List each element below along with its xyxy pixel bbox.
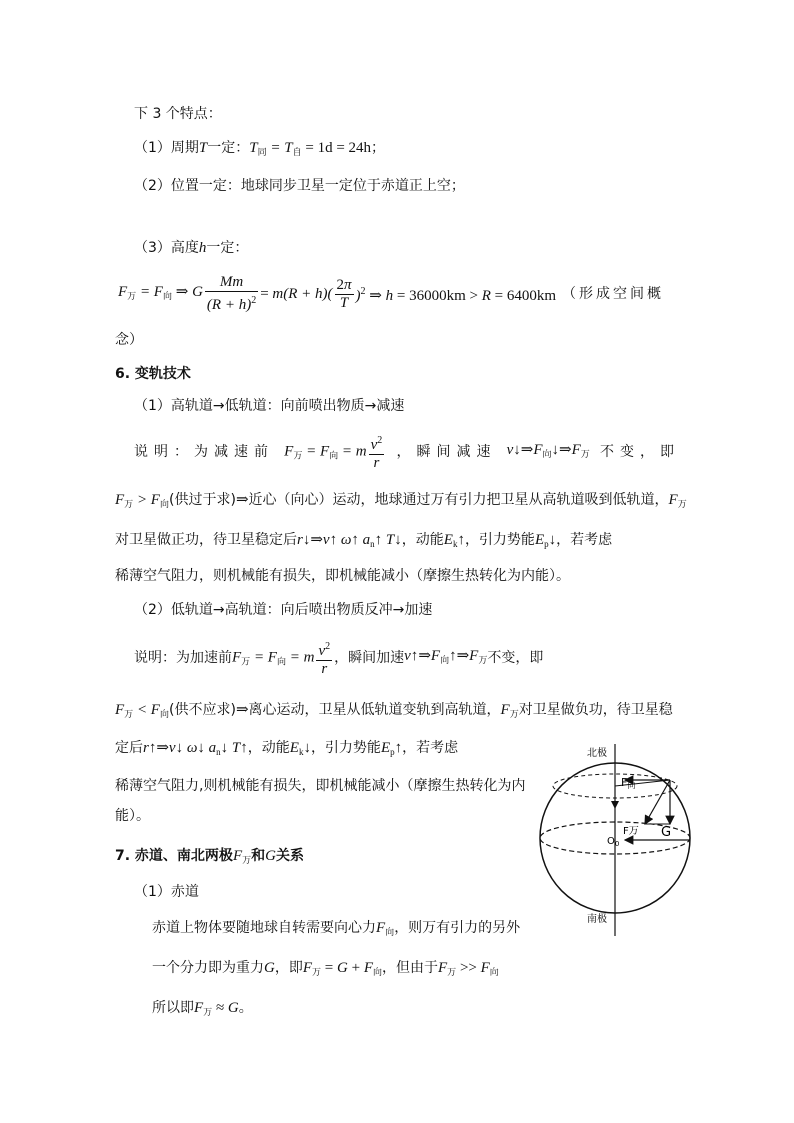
equator-line-1: 赤道上物体要随地球自转需要向心力$F_向$，则万有引力的另外 — [152, 920, 521, 937]
point-period: （1）周期T一定：$T_同 = T_自 = 1d = 24h$； — [134, 140, 386, 157]
section-6-1: （1）高轨道→低轨道：向前喷出物质→减速 — [134, 398, 405, 414]
explanation-2-line-5: 能）。 — [115, 808, 150, 824]
height-formula: $F_万 = F_向$ ⇒ G $\frac{Mm}{(R + h)^2}$ = m(R + h)( $\frac{2\pi}{T}$ )$^2$ ⇒ h = 36000km > R = 6400km （形成空间概 — [118, 274, 665, 313]
explanation-1: 说明：为减速前 $F_万 = F_向 = m$ $\frac{v^2}{r}$ ，瞬间减速 $v↓\Rightarrow F_向↓\Rightarrow F_万$ 不变，即 — [134, 432, 680, 472]
north-pole-label: 北极 — [587, 748, 607, 759]
explanation-2-line-2: $F_万 < F_向$(供不应求)⇒离心运动，卫星从低轨道变轨到高轨道，$F_万$对卫星做负功，待卫星稳 — [115, 702, 673, 719]
equator-line-2: 一个分力即为重力G，即$F_万 = G + F_向$，但由于$F_万 >> F_向$ — [152, 960, 499, 977]
explanation-1-line-2: $F_万 > F_向$(供过于求)⇒近心（向心）运动，地球通过万有引力把卫星从高轨道吸到低轨道，$F_万$ — [115, 492, 687, 509]
f-centripetal-label: F向 — [621, 776, 636, 790]
explanation-2-line-4: 稀薄空气阻力,则机械能有损失，即机械能减小（摩擦生热转化为内 — [115, 778, 526, 794]
earth-force-diagram — [535, 738, 697, 938]
section-6-title: 6. 变轨技术 — [115, 366, 191, 382]
section-7-1: （1）赤道 — [134, 884, 199, 900]
center-label: $O_0$ — [607, 836, 620, 848]
section-6-2: （2）低轨道→高轨道：向后喷出物质反冲→加速 — [134, 602, 433, 618]
equator-line-3: 所以即$F_万 \approx G$。 — [152, 1000, 253, 1017]
point-height: （3）高度h一定： — [134, 240, 249, 256]
intro-text: 下 3 个特点： — [134, 106, 222, 122]
explanation-1-line-3: 对卫星做正功，待卫星稳定后r↓⇒v↑ ω↑ $a_n↑$ T↓，动能$E_k↑$，引力势能$E_p↓$，若考虑 — [115, 532, 613, 549]
f-wan-label: F万 — [623, 826, 639, 837]
section-7-title: 7. 赤道、南北两极$F_万$和G关系 — [115, 848, 304, 865]
explanation-2-line-3: 定后r↑⇒v↓ ω↓ $a_n↓$ T↑，动能$E_k↓$，引力势能$E_p↑$，若考虑 — [115, 740, 459, 757]
south-pole-label: 南极 — [587, 914, 607, 925]
explanation-1-line-4: 稀薄空气阻力，则机械能有损失，即机械能减小（摩擦生热转化为内能）。 — [115, 568, 570, 584]
point-position: （2）位置一定：地球同步卫星一定位于赤道正上空； — [134, 178, 465, 194]
height-note-end: 念） — [115, 332, 143, 348]
f-wan-arrow — [645, 780, 670, 824]
g-label: G — [661, 825, 672, 840]
explanation-2: 说明：为加速前 $F_万 = F_向 = m$ $\frac{v^2}{r}$ ，瞬间加速 $v↑\Rightarrow F_向↑\Rightarrow F_万$ 不变，即 — [134, 638, 543, 678]
